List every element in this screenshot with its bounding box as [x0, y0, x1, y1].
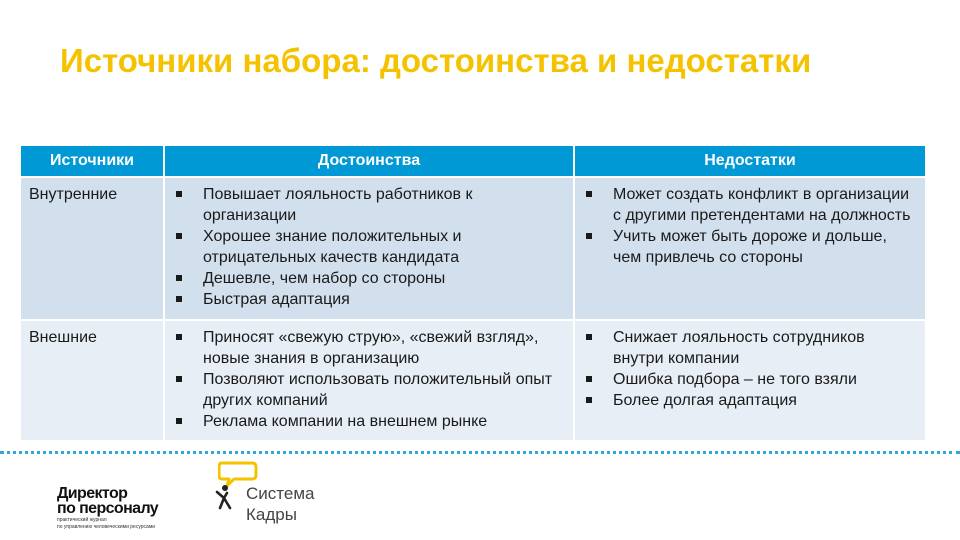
sistema-kadry-logo [214, 460, 334, 530]
header-sources: Источники [20, 145, 164, 177]
list-item: Более долгая адаптация [583, 390, 917, 411]
person-icon [215, 484, 233, 510]
pros-cell [164, 177, 574, 320]
list-item: Реклама компании на внешнем рынке [173, 411, 565, 432]
logo-line2: по персоналу [57, 500, 159, 517]
logo-line1: Директор [57, 485, 128, 502]
logo-tagline2: по управлению человеческими ресурсами [57, 524, 156, 530]
cons-list [583, 184, 917, 268]
source-cell: Внешние [20, 320, 164, 441]
list-item: Хорошее знание положительных и отрицательных качеств кандидата [173, 226, 565, 268]
logo-line1: Система [246, 484, 315, 503]
cons-cell [574, 177, 926, 320]
cons-cell [574, 320, 926, 441]
pros-list [173, 184, 565, 310]
pros-cell [164, 320, 574, 441]
list-item: Повышает лояльность работников к организации [173, 184, 565, 226]
cons-list [583, 327, 917, 411]
dotted-divider [0, 451, 960, 454]
header-cons: Недостатки [574, 145, 926, 177]
list-item: Учить может быть дороже и дольше, чем привлечь со стороны [583, 226, 917, 268]
sources-table [19, 144, 927, 442]
list-item: Снижает лояльность сотрудников внутри компании [583, 327, 917, 369]
director-po-personalu-logo [57, 485, 197, 530]
table-row-internal [20, 177, 926, 320]
list-item: Быстрая адаптация [173, 289, 565, 310]
list-item: Дешевле, чем набор со стороны [173, 268, 565, 289]
list-item: Приносят «свежую струю», «свежий взгляд», новые знания в организацию [173, 327, 565, 369]
sistema-kadry-text [246, 483, 314, 525]
logo-tagline1: практический журнал [57, 517, 107, 523]
source-cell: Внутренние [20, 177, 164, 320]
slide-title: Источники набора: достоинства и недостатки [60, 42, 812, 79]
table-header-row [20, 145, 926, 177]
logo-line2: Кадры [246, 505, 297, 524]
header-pros: Достоинства [164, 145, 574, 177]
list-item: Позволяют использовать положительный опыт других компаний [173, 369, 565, 411]
table-row-external [20, 320, 926, 441]
pros-list [173, 327, 565, 432]
list-item: Может создать конфликт в организации с другими претендентами на должность [583, 184, 917, 226]
list-item: Ошибка подбора – не того взяли [583, 369, 917, 390]
